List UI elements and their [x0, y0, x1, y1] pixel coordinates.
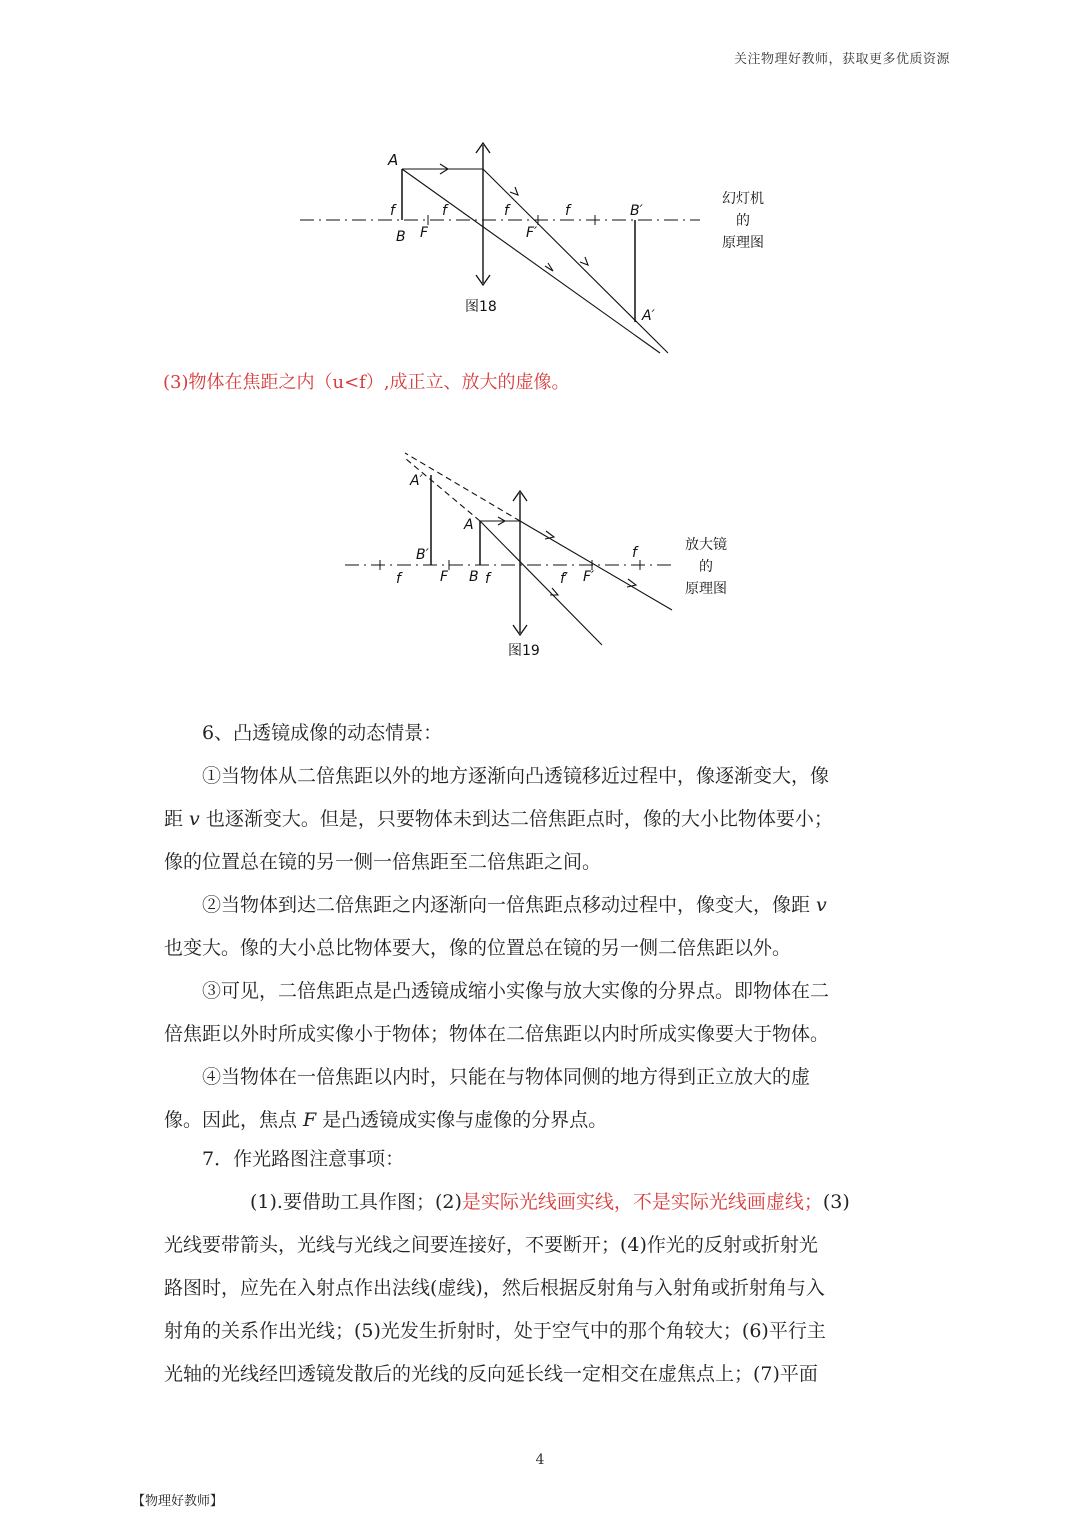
- label-f-3: f: [632, 545, 637, 561]
- label-F: F: [420, 225, 429, 241]
- section-6-p3: ③可见，二倍焦距点是凸透镜成缩小实像与放大实像的分界点。即物体在二 倍焦距以外时所成实像小于物体；物体在二倍焦距以内时所成实像要大于物体。: [164, 980, 830, 1045]
- label-F-prime: F′: [583, 569, 595, 585]
- figure-19-side-label-2: 的: [699, 559, 713, 575]
- figure-19: [340, 445, 760, 665]
- label-B-prime: B′: [630, 203, 643, 219]
- case-3-text: (3)物体在焦距之内（u<f）,成正立、放大的虚像。: [163, 372, 570, 393]
- section-6: [164, 712, 916, 1142]
- label-f-1: f: [390, 203, 395, 219]
- section-6-p2: ②当物体到达二倍焦距之内逐渐向一倍焦距点移动过程中，像变大，像距 v 也变大。像的大小总比物体要大，像的位置总在镜的另一侧二倍焦距以外。: [164, 894, 827, 959]
- figure-18: [290, 135, 810, 355]
- figure-18-side-label-3: 原理图: [722, 235, 764, 251]
- label-B: B: [396, 229, 406, 245]
- figure-19-caption: 图19: [508, 643, 540, 659]
- label-f-2: f: [396, 571, 401, 587]
- label-A-prime: A′: [410, 473, 423, 489]
- section-7: [164, 1138, 916, 1396]
- section-6-title: 6、凸透镜成像的动态情景：: [202, 722, 443, 744]
- section-6-p4: ④当物体在一倍焦距以内时，只能在与物体同侧的地方得到正立放大的虚 像。因此，焦点 F 是凸透镜成实像与虚像的分界点。: [164, 1066, 811, 1131]
- label-F: F: [440, 569, 449, 585]
- label-f-2: f: [442, 203, 447, 219]
- label-f-4: f: [565, 203, 570, 219]
- figure-18-diagram: [290, 135, 810, 355]
- figure-18-side-label-1: 幻灯机: [722, 191, 764, 207]
- label-f-prime: f′: [560, 571, 569, 587]
- label-B: B: [469, 569, 479, 585]
- section-7-body: (1).要借助工具作图；(2)是实际光线画实线，不是实际光线画虚线；(3) 光线要带箭头，光线与光线之间要连接好，不要断开；(4)作光的反射或折射光 路图时，应先在入射点作出法线(虚线)，然后根据反射角与入射角或折射角与入 射角的关系作出光线；(5)光发生折射时，处于空气中的那个角较大；(6)平行主 光轴的光线经凹透镜发散后的光线的反向延长线一定相交在虚焦点上；(7)平面: [164, 1191, 850, 1385]
- figure-19-side-label-1: 放大镜: [685, 537, 727, 553]
- figure-19-diagram: [340, 445, 760, 665]
- label-B-prime: B′: [416, 547, 429, 563]
- page-number: 4: [535, 1452, 545, 1468]
- figure-18-caption: 图18: [465, 299, 497, 315]
- label-f-1: f: [485, 571, 490, 587]
- figure-18-side-label-2: 的: [736, 213, 750, 229]
- section-6-p1: ①当物体从二倍焦距以外的地方逐渐向凸透镜移近过程中，像逐渐变大，像 距 v 也逐渐变大。但是，只要物体未到达二倍焦距点时，像的大小比物体要小； 像的位置总在镜的另一侧一倍焦距至二倍焦距之间。: [164, 765, 833, 873]
- label-A: A: [464, 517, 474, 533]
- label-A: A: [388, 151, 399, 169]
- footer-brand: 【物理好教师】: [132, 1494, 224, 1509]
- section-7-title: 7．作光路图注意事项：: [202, 1148, 405, 1170]
- label-F-prime: F′: [526, 225, 538, 241]
- figure-19-side-label-3: 原理图: [685, 581, 727, 597]
- label-A-prime: A′: [642, 308, 655, 324]
- header-note: 关注物理好教师，获取更多优质资源: [733, 52, 950, 67]
- label-f-3: f: [504, 203, 509, 219]
